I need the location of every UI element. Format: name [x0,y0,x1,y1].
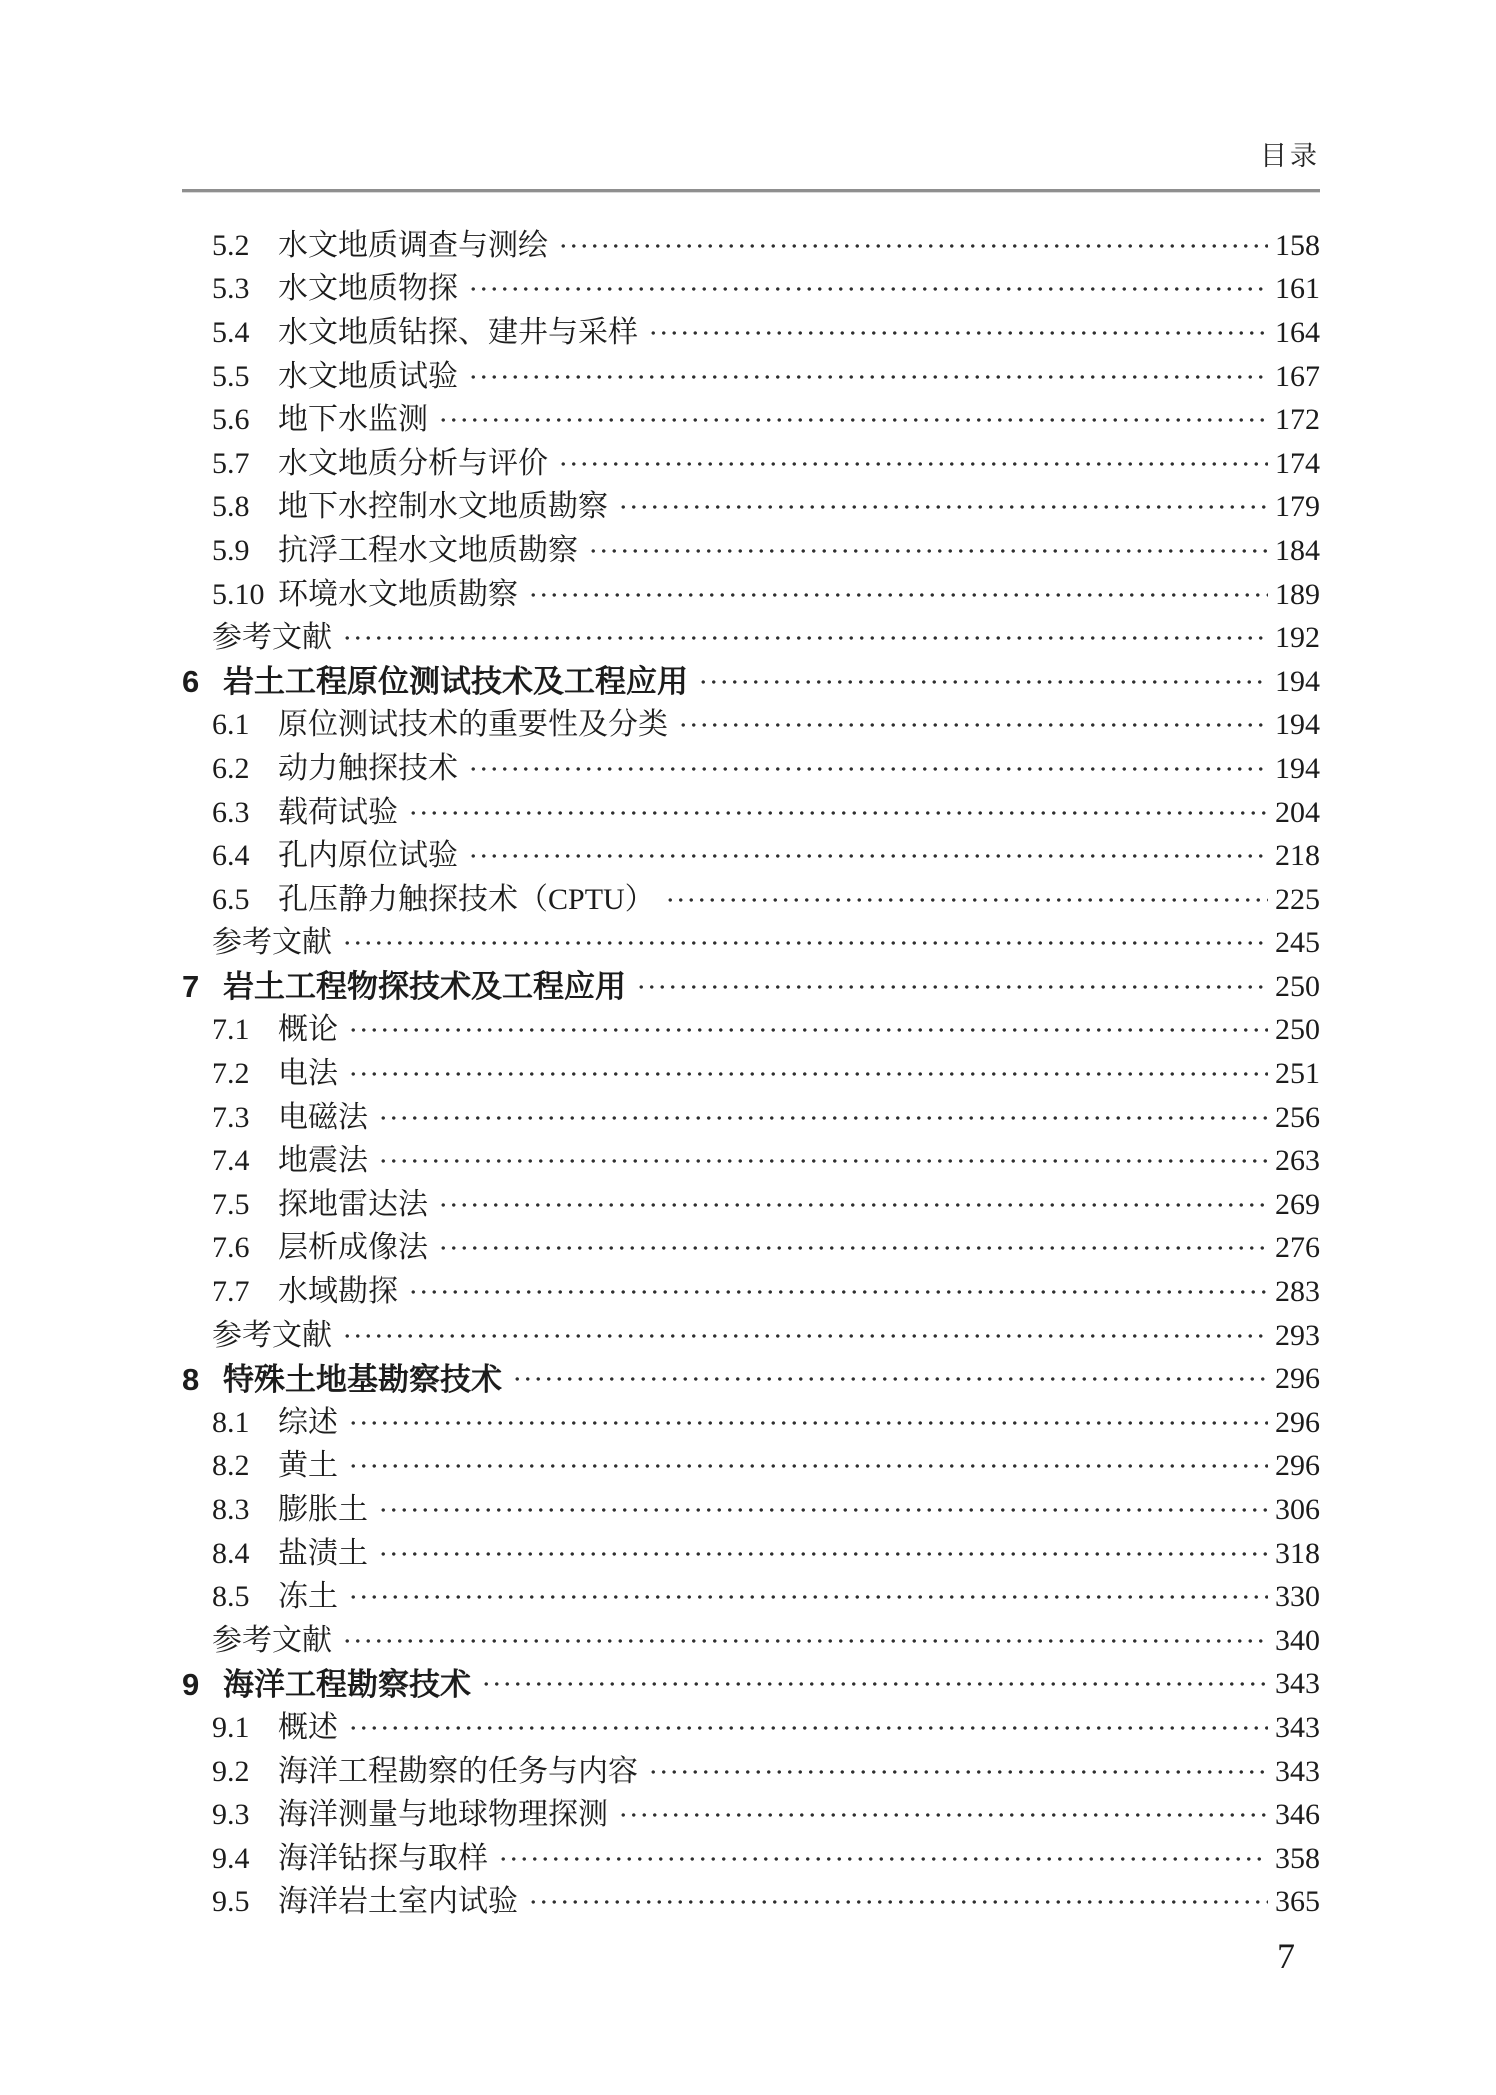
toc-entry-title: 参考文献 [212,926,332,960]
toc-entry-title: 地下水监测 [278,403,428,437]
toc-row [212,834,1320,878]
toc-row [212,268,1320,312]
toc-entry-page: 245 [1275,926,1320,960]
toc-entry-title: 水文地质钻探、建井与采样 [278,315,638,349]
toc-row [212,1401,1320,1445]
dot-leader [342,616,1268,660]
toc-entry-page: 330 [1275,1580,1320,1614]
toc-entry-title: 特殊土地基勘察技术 [223,1361,502,1397]
toc-entry-page: 251 [1275,1057,1320,1091]
toc-entry-number: 5.7 [212,446,250,480]
toc-entry-number: 8.2 [212,1449,250,1483]
dot-leader [408,1270,1268,1314]
toc-entry-number: 6.4 [212,839,250,873]
toc-row [212,1314,1320,1358]
toc-row [212,355,1320,399]
dot-leader [348,1575,1268,1619]
toc-entry-page: 204 [1275,795,1320,829]
toc-entry-title: 海洋工程勘察的任务与内容 [278,1754,638,1788]
toc-row [212,1837,1320,1881]
toc-row [212,1793,1320,1837]
toc-entry-number: 6.1 [212,708,250,742]
toc-entry-number: 7.1 [212,1013,250,1047]
toc-entry-title: 海洋工程勘察技术 [223,1666,471,1702]
toc-row [212,1575,1320,1619]
toc-entry-title: 冻土 [278,1580,338,1614]
toc-entry-page: 340 [1275,1623,1320,1657]
toc-entry-number: 7.7 [212,1275,250,1309]
dot-leader [438,398,1268,442]
toc-row [212,1488,1320,1532]
dot-leader [348,1445,1268,1489]
toc-entry-title: 膨胀土 [278,1493,368,1527]
toc-row [212,1619,1320,1663]
toc-entry-title: 岩土工程物探技术及工程应用 [223,969,626,1005]
toc-entry-number: 8.4 [212,1536,250,1570]
toc-entry-number: 9.1 [212,1710,250,1744]
toc-entry-title: 孔压静力触探技术（CPTU） [278,882,655,916]
toc-entry-number: 5.10 [212,577,265,611]
toc-entry-title: 水文地质调查与测绘 [278,228,548,262]
toc-entry-title: 岩土工程原位测试技术及工程应用 [223,664,688,700]
toc-entry-number: 9.2 [212,1754,250,1788]
toc-entry-title: 地震法 [278,1144,368,1178]
toc-row [212,1096,1320,1140]
toc-row [212,1750,1320,1794]
toc-entry-page: 192 [1275,621,1320,655]
toc-entry-page: 263 [1275,1144,1320,1178]
toc-entry-page: 318 [1275,1536,1320,1570]
toc-row [182,1663,1320,1707]
toc-entry-title: 原位测试技术的重要性及分类 [278,708,668,742]
toc-row [212,486,1320,530]
toc-entry-title: 水文地质物探 [278,272,458,306]
toc-row [212,1706,1320,1750]
toc-entry-title: 电法 [278,1057,338,1091]
toc-entry-page: 365 [1275,1885,1320,1919]
toc-entry-number: 5.3 [212,272,250,306]
toc-entry-page: 167 [1275,359,1320,393]
dot-leader [378,1139,1268,1183]
dot-leader [636,965,1268,1009]
toc-entry-number: 5.2 [212,228,250,262]
dot-leader [348,1706,1268,1750]
toc-entry-title: 概述 [278,1710,338,1744]
toc-entry-number: 9.3 [212,1798,250,1832]
toc-row [212,1532,1320,1576]
toc-entry-title: 地下水控制水文地质勘察 [278,490,608,524]
toc-entry-number: 7.2 [212,1057,250,1091]
toc-row [212,922,1320,966]
toc-entry-title: 黄土 [278,1449,338,1483]
toc-entry-number: 8.5 [212,1580,250,1614]
toc-row [212,791,1320,835]
toc-entry-title: 水文地质试验 [278,359,458,393]
toc-entry-number: 6.2 [212,751,250,785]
toc-row [182,660,1320,704]
dot-leader [348,1009,1268,1053]
dot-leader [618,486,1268,530]
toc-entry-number: 8.3 [212,1493,250,1527]
toc-entry-page: 194 [1275,664,1320,698]
toc-entry-page: 174 [1275,446,1320,480]
dot-leader [468,268,1268,312]
toc-entry-title: 水域勘探 [278,1275,398,1309]
dot-leader [378,1488,1268,1532]
toc-entry-number: 6.3 [212,795,250,829]
toc-row [212,1270,1320,1314]
dot-leader [438,1183,1268,1227]
toc-entry-page: 225 [1275,882,1320,916]
dot-leader [348,1052,1268,1096]
dot-leader [618,1793,1268,1837]
dot-leader [468,747,1268,791]
toc-row [182,1357,1320,1401]
toc-entry-number: 6 [182,664,200,700]
dot-leader [342,922,1268,966]
toc-entry-number: 7 [182,969,200,1005]
dot-leader [648,311,1268,355]
toc-entry-title: 海洋测量与地球物理探测 [278,1798,608,1832]
toc-entry-number: 9 [182,1666,200,1702]
dot-leader [348,1401,1268,1445]
toc-entry-page: 158 [1275,228,1320,262]
toc-entry-title: 电磁法 [278,1100,368,1134]
toc-entry-number: 8.1 [212,1405,250,1439]
toc-entry-number: 5.5 [212,359,250,393]
toc-row [182,965,1320,1009]
toc-entry-number: 7.6 [212,1231,250,1265]
dot-leader [378,1532,1268,1576]
dot-leader [468,834,1268,878]
toc-entry-page: 179 [1275,490,1320,524]
toc-entry-title: 孔内原位试验 [278,839,458,873]
toc-entry-number: 5.6 [212,403,250,437]
dot-leader [528,573,1268,617]
footer-page-number: 7 [1277,1936,1295,1976]
toc-entry-page: 184 [1275,533,1320,567]
dot-leader [378,1096,1268,1140]
toc-entry-number: 9.4 [212,1841,250,1875]
toc-entry-number: 5.9 [212,533,250,567]
toc-row [212,1009,1320,1053]
dot-leader [512,1357,1268,1401]
dot-leader [481,1663,1268,1707]
toc-entry-title: 参考文献 [212,621,332,655]
toc-row [212,704,1320,748]
toc-entry-title: 探地雷达法 [278,1187,428,1221]
toc-entry-number: 7.4 [212,1144,250,1178]
toc-entry-page: 164 [1275,315,1320,349]
toc-entry-title: 参考文献 [212,1318,332,1352]
toc-entry-number: 5.4 [212,315,250,349]
toc-entry-page: 343 [1275,1754,1320,1788]
toc-list [182,224,1320,1924]
toc-entry-title: 海洋岩土室内试验 [278,1885,518,1919]
toc-entry-title: 水文地质分析与评价 [278,446,548,480]
dot-leader [665,878,1268,922]
dot-leader [588,529,1268,573]
toc-entry-title: 抗浮工程水文地质勘察 [278,533,578,567]
toc-entry-page: 358 [1275,1841,1320,1875]
dot-leader [558,224,1268,268]
toc-entry-page: 269 [1275,1187,1320,1221]
dot-leader [678,704,1268,748]
dot-leader [528,1881,1268,1925]
toc-entry-number: 7.3 [212,1100,250,1134]
toc-entry-page: 296 [1275,1449,1320,1483]
toc-entry-page: 189 [1275,577,1320,611]
toc-row [212,398,1320,442]
toc-row [212,1227,1320,1271]
toc-entry-page: 346 [1275,1798,1320,1832]
toc-row [212,224,1320,268]
dot-leader [408,791,1268,835]
toc-entry-title: 载荷试验 [278,795,398,829]
toc-row [212,442,1320,486]
toc-entry-title: 海洋钻探与取样 [278,1841,488,1875]
toc-entry-page: 296 [1275,1362,1320,1396]
dot-leader [498,1837,1268,1881]
toc-entry-number: 6.5 [212,882,250,916]
toc-entry-title: 层析成像法 [278,1231,428,1265]
page-header-title: 目录 [1260,141,1320,171]
toc-entry-title: 参考文献 [212,1623,332,1657]
toc-row [212,573,1320,617]
toc-entry-title: 环境水文地质勘察 [278,577,518,611]
toc-entry-number: 8 [182,1361,200,1397]
toc-entry-title: 动力触探技术 [278,751,458,785]
dot-leader [558,442,1268,486]
toc-entry-title: 概论 [278,1013,338,1047]
toc-entry-page: 343 [1275,1667,1320,1701]
toc-entry-number: 9.5 [212,1885,250,1919]
toc-entry-title: 综述 [278,1405,338,1439]
toc-entry-page: 256 [1275,1100,1320,1134]
toc-entry-page: 306 [1275,1493,1320,1527]
toc-entry-page: 343 [1275,1710,1320,1744]
header-rule-divider [182,189,1320,193]
toc-row [212,529,1320,573]
toc-row [212,1052,1320,1096]
toc-entry-page: 293 [1275,1318,1320,1352]
toc-entry-page: 172 [1275,403,1320,437]
toc-row [212,1139,1320,1183]
toc-entry-page: 218 [1275,839,1320,873]
toc-entry-page: 194 [1275,751,1320,785]
toc-entry-page: 276 [1275,1231,1320,1265]
dot-leader [342,1314,1268,1358]
toc-entry-number: 7.5 [212,1187,250,1221]
toc-entry-page: 250 [1275,969,1320,1003]
dot-leader [468,355,1268,399]
toc-row [212,1183,1320,1227]
toc-entry-page: 194 [1275,708,1320,742]
dot-leader [438,1227,1268,1271]
toc-row [212,878,1320,922]
toc-row [212,616,1320,660]
toc-entry-number: 5.8 [212,490,250,524]
toc-entry-page: 161 [1275,272,1320,306]
toc-entry-page: 296 [1275,1405,1320,1439]
toc-row [212,1445,1320,1489]
toc-entry-title: 盐渍土 [278,1536,368,1570]
dot-leader [342,1619,1268,1663]
toc-row [212,1881,1320,1925]
dot-leader [698,660,1268,704]
toc-entry-page: 283 [1275,1275,1320,1309]
toc-row [212,311,1320,355]
toc-row [212,747,1320,791]
dot-leader [648,1750,1268,1794]
toc-entry-page: 250 [1275,1013,1320,1047]
